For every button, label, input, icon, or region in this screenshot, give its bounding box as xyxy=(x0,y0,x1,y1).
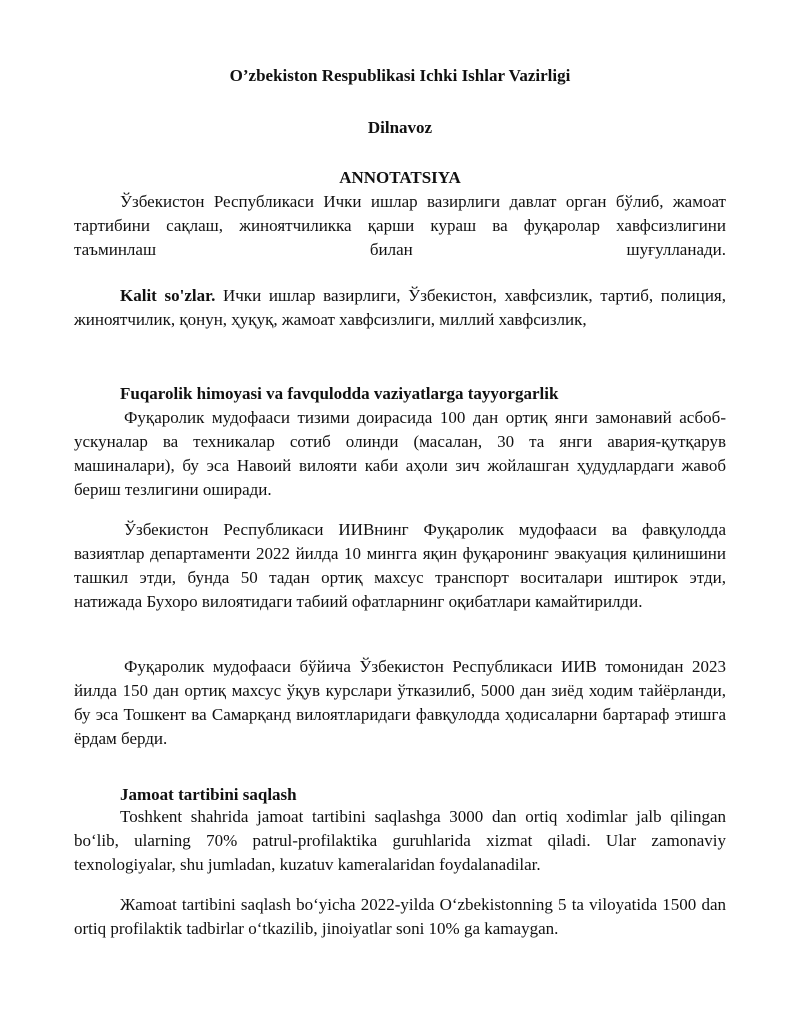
author-name: Dilnavoz xyxy=(367,118,433,137)
keywords-paragraph xyxy=(74,284,726,332)
section1-paragraph-1: Фуқаролик мудофааси тизими доирасида 100 дан ортиқ янги замонавий асбоб-ускуналар ва техникалар сотиб олинди (масалан, 30 та янги авария-қутқарув машиналари), бу эса Навоий вилояти каби аҳоли зич жойлашган ҳудудлардаги жавоб бериш тезлигини оширади. xyxy=(74,408,726,499)
section1-paragraph-2: Ўзбекистон Республикаси ИИВнинг Фуқаролик мудофааси ва фавқулодда вазиятлар департаменти 2022 йилда 10 мингга яқин фуқаронинг эвакуация қилинишини ташкил этди, бунда 50 тадан ортиқ махсус транспорт воситалари иштирок этди, натижада Бухоро вилоятидаги табиий офатларнинг оқибатлари камайтирилди. xyxy=(74,520,726,611)
section2-paragraph-1: Toshkent shahrida jamoat tartibini saqlashga 3000 dan ortiq xodimlar jalb qilingan bo‘lib, ularning 70% patrul-profilaktika guruhlarida xizmat qiladi. Ular zamonaviy texnologiyalar, shu jumladan, kuzatuv kameralaridan foydalanadilar. xyxy=(74,807,726,874)
annotation-heading: ANNOTATSIYA xyxy=(339,168,461,187)
annotation-paragraph: Ўзбекистон Республикаси Ички ишлар вазирлиги давлат орган бўлиб, жамоат тартибини сақлаш, жиноятчиликка қарши кураш ва фуқаролар хавфсизлигини таъминлаш билан шуғулланади. xyxy=(74,192,726,259)
section2-heading: Jamoat tartibini saqlash xyxy=(120,785,297,804)
section1-paragraph-3: Фуқаролик мудофааси бўйича Ўзбекистон Республикаси ИИВ томонидан 2023 йилда 150 дан ортиқ махсус ўқув курслари ўтказилиб, 5000 дан зиёд ходим тайёрланди, бу эса Тошкент ва Самарқанд вилоятларидаги фавқулодда ҳодисаларни бартараф этишга ёрдам берди. xyxy=(74,657,726,748)
keywords-label: Kalit so'zlar. xyxy=(120,286,216,305)
section1-heading: Fuqarolik himoyasi va favqulodda vaziyatlarga tayyorgarlik xyxy=(120,384,559,403)
ministry-title: O’zbekiston Respublikasi Ichki Ishlar Vazirligi xyxy=(229,66,571,85)
section2-paragraph-2: Жamoat tartibini saqlash bo‘yicha 2022-yilda O‘zbekistonning 5 ta viloyatida 1500 dan ortiq profilaktik tadbirlar o‘tkazilib, jinoiyatlar soni 10% ga kamaygan. xyxy=(74,895,726,938)
keywords-text: Ички ишлар вазирлиги, Ўзбекистон, хавфсизлик, тартиб, полиция, жиноятчилик, қонун, ҳуқуқ, жамоат хавфсизлиги, миллий хавфсизлик, xyxy=(74,286,726,329)
